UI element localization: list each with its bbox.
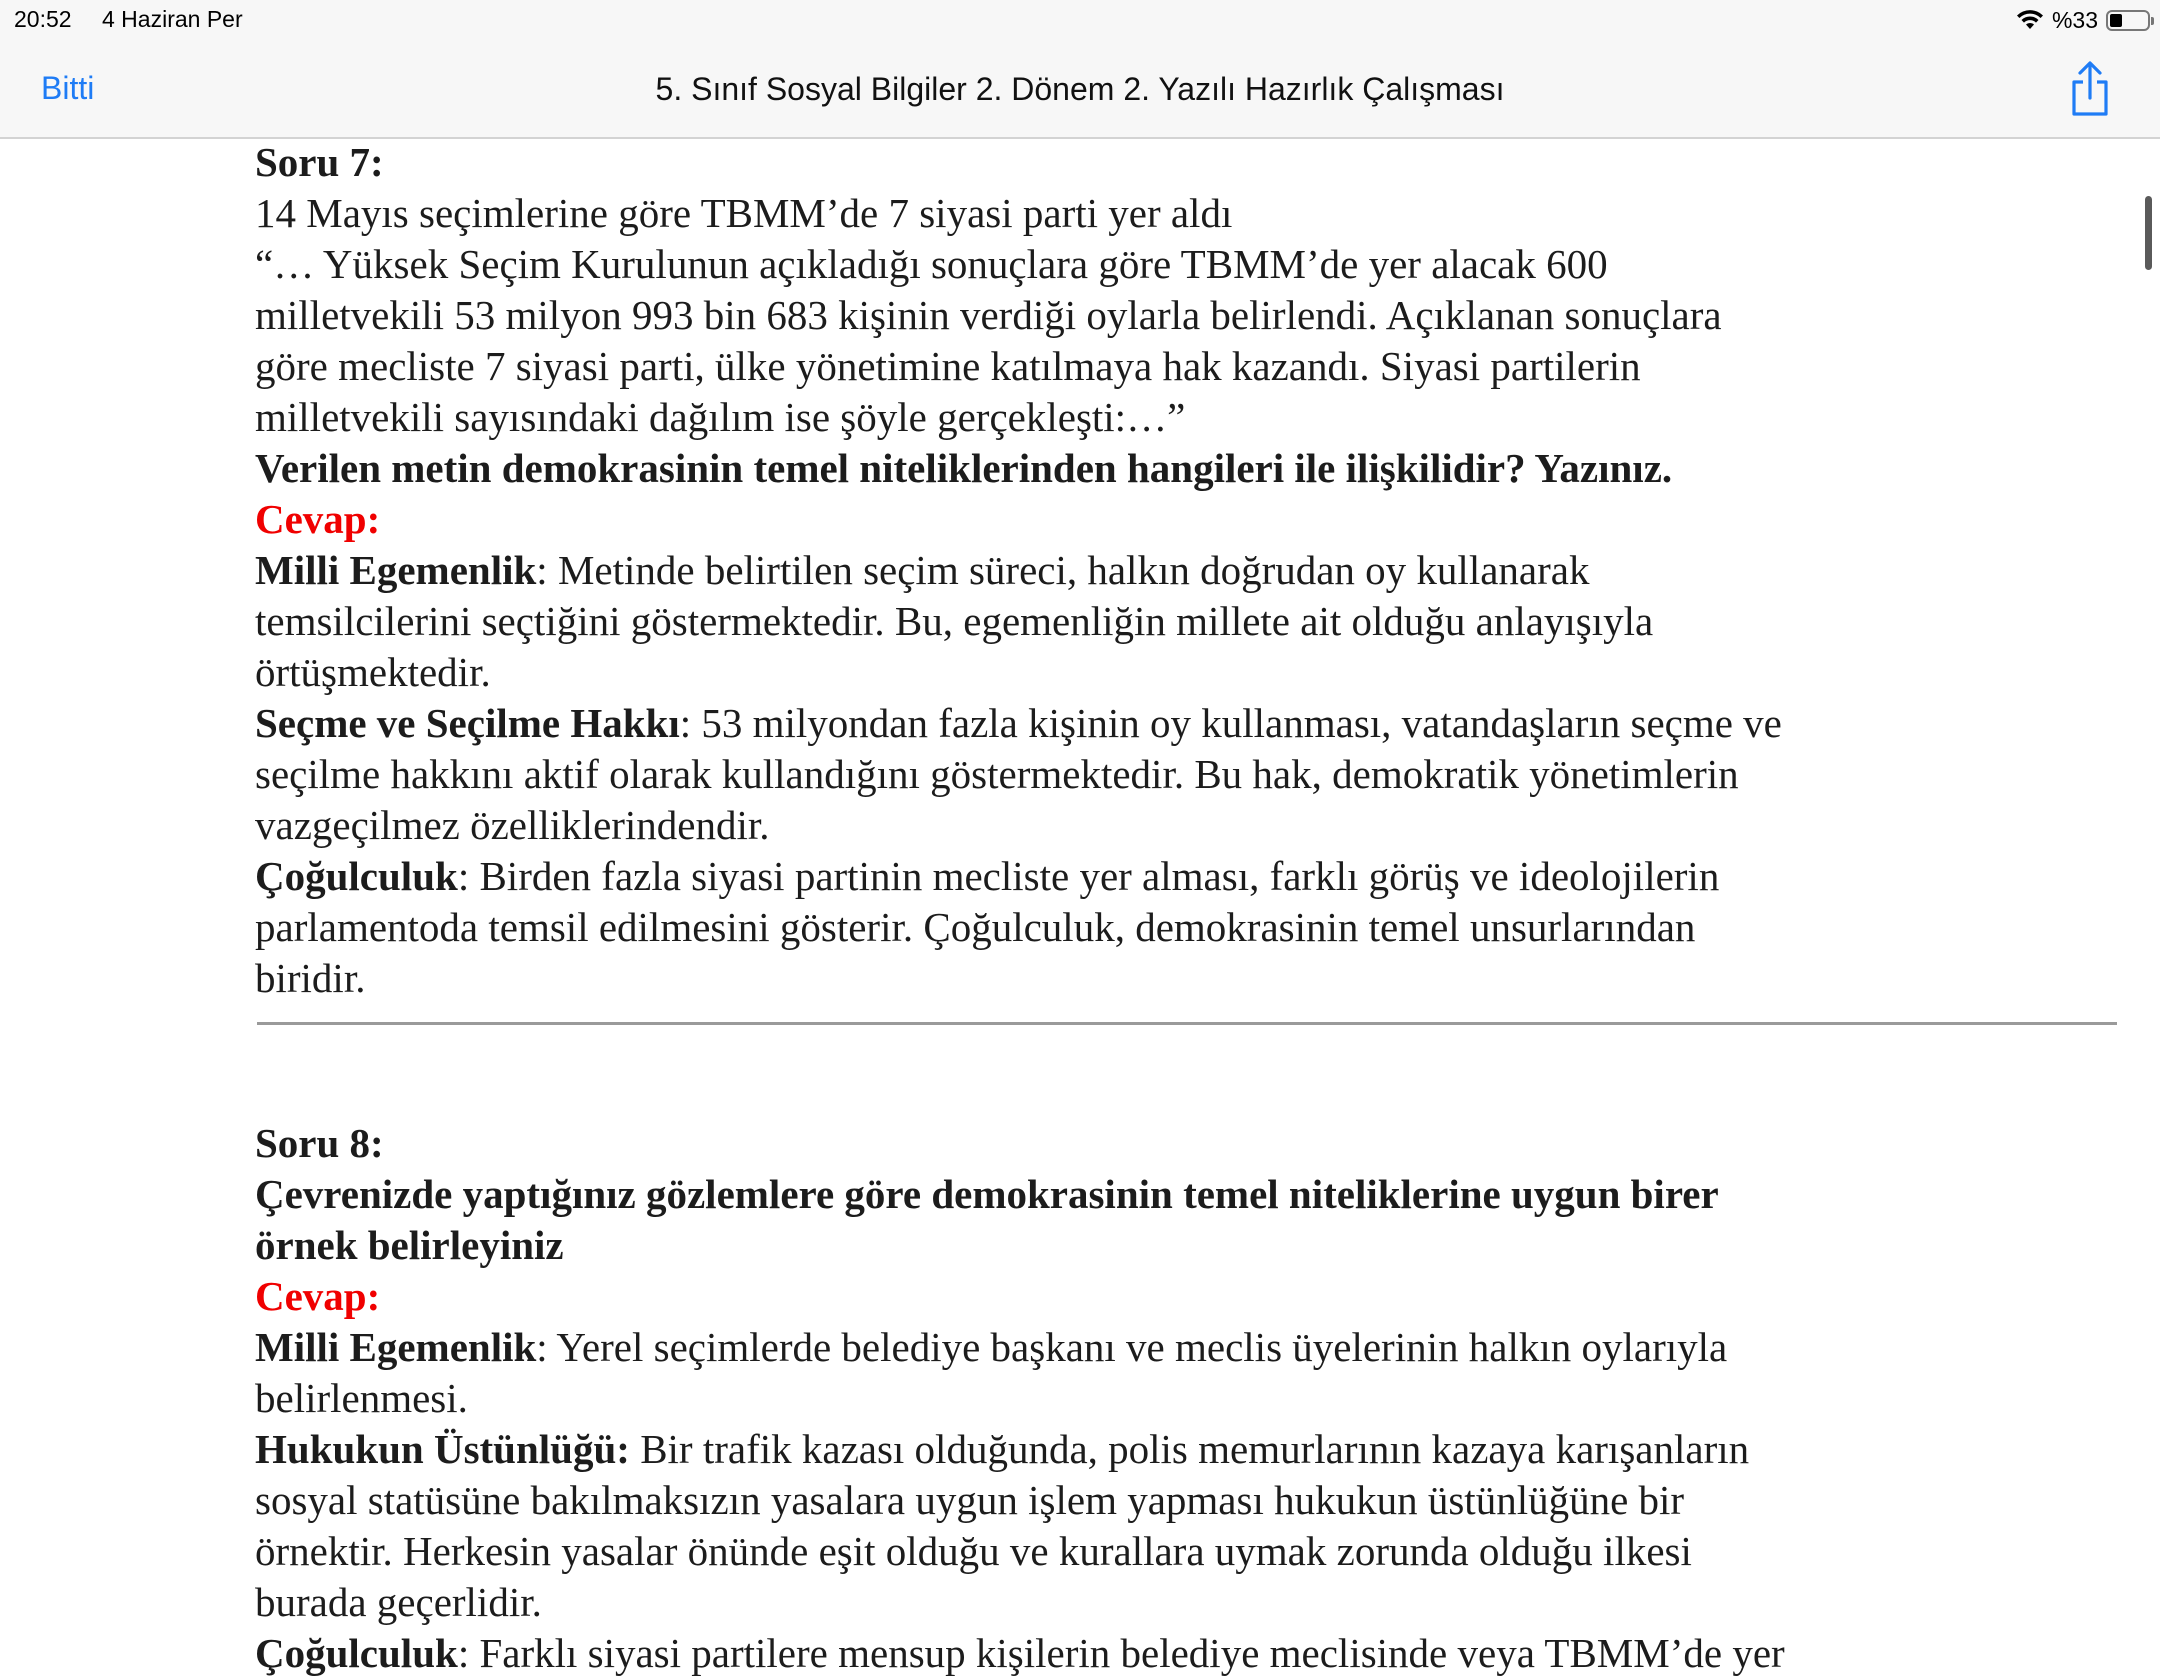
answer-item-term: Çoğulculuk: [255, 853, 458, 899]
answer-item-first-line: [255, 1424, 2135, 1475]
answer-item-term: Çoğulculuk: [255, 1630, 458, 1676]
answer-item-line: temsilcilerini seçtiğini göstermektedir. Bu, egemenliğin millete ait olduğu anlayışıyla: [255, 598, 1654, 644]
answer-8-label: Cevap:: [255, 1273, 381, 1319]
answer-item-text: : Metinde belirtilen seçim süreci, halkın doğrudan oy kullanarak: [536, 547, 1590, 593]
question-7-prompt: Verilen metin demokrasinin temel niteliklerinden hangileri ile ilişkilidir? Yazınız.: [255, 445, 1673, 491]
document-content: [255, 137, 2135, 1679]
answer-item-text: : Farklı siyasi partilere mensup kişilerin belediye meclisinde veya TBMM’de yer: [457, 1630, 1785, 1676]
wifi-icon: [2016, 9, 2044, 31]
share-icon: [2066, 60, 2114, 118]
answer-item-line: parlamentoda temsil edilmesini gösterir. Çoğulculuk, demokrasinin temel unsurlarından: [255, 904, 1696, 950]
nav-bar: [0, 40, 2160, 139]
answer-item-line: sosyal statüsüne bakılmaksızın yasalara uygun işlem yapması hukukun üstünlüğüne bir: [255, 1477, 1685, 1523]
question-8-prompt: [255, 1169, 2135, 1271]
answer-item-line: burada geçerlidir.: [255, 1579, 542, 1625]
battery-icon: [2106, 10, 2150, 31]
document-title: 5. Sınıf Sosyal Bilgiler 2. Dönem 2. Yazılı Hazırlık Çalışması: [655, 71, 1505, 107]
answer-item-first-line: [255, 1628, 2135, 1679]
answer-8-items: [255, 1322, 2135, 1679]
question-prompt-line: Çevrenizde yaptığınız gözlemlere göre demokrasinin temel niteliklerine uygun birer: [255, 1171, 1719, 1217]
battery-fill: [2110, 14, 2122, 27]
question-text-line: göre mecliste 7 siyasi parti, ülke yönetimine katılmaya hak kazandı. Siyasi partilerin: [255, 343, 1641, 389]
answer-item-line: vazgeçilmez özelliklerindendir.: [255, 802, 770, 848]
question-7-heading: Soru 7:: [255, 139, 384, 185]
status-date: 4 Haziran Per: [102, 6, 243, 32]
question-text-line: “… Yüksek Seçim Kurulunun açıkladığı sonuçlara göre TBMM’de yer alacak 600: [255, 241, 1608, 287]
answer-7-items: [255, 545, 2135, 1004]
answer-item-text: : Yerel seçimlerde belediye başkanı ve meclis üyelerinin halkın oylarıyla: [536, 1324, 1728, 1370]
question-text-line: 14 Mayıs seçimlerine göre TBMM’de 7 siyasi parti yer aldı: [255, 190, 1233, 236]
answer-item-first-line: [255, 1322, 2135, 1373]
question-text-line: milletvekili sayısındaki dağılım ise şöyle gerçekleşti:…”: [255, 394, 1186, 440]
answer-item-text: : Birden fazla siyasi partinin mecliste yer alması, farklı görüş ve ideolojilerin: [457, 853, 1720, 899]
battery-percent: %33: [2051, 6, 2098, 33]
answer-item-first-line: [255, 851, 2135, 902]
question-prompt-line: örnek belirleyiniz: [255, 1222, 564, 1268]
answer-item-line: belirlenmesi.: [255, 1375, 468, 1421]
status-indicators: [2016, 4, 2150, 36]
question-7-text: [255, 188, 2135, 443]
answer-item-term: Milli Egemenlik: [255, 1324, 537, 1370]
question-8-heading: Soru 8:: [255, 1120, 384, 1166]
answer-item-text: Bir trafik kazası olduğunda, polis memurlarının kazaya karışanların: [629, 1426, 1750, 1472]
answer-item-first-line: [255, 698, 2135, 749]
battery-tip: [2151, 17, 2154, 25]
answer-item-line: biridir.: [255, 955, 366, 1001]
share-button[interactable]: [2066, 60, 2114, 118]
question-text-line: milletvekili 53 milyon 993 bin 683 kişinin verdiği oylarla belirlendi. Açıklanan sonuçlara: [255, 292, 1722, 338]
scrollbar[interactable]: [2145, 196, 2152, 270]
answer-item-line: örtüşmektedir.: [255, 649, 491, 695]
answer-item-line: örnektir. Herkesin yasalar önünde eşit olduğu ve kurallara uymak zorunda olduğu ilkesi: [255, 1528, 1692, 1574]
answer-item-text: : 53 milyondan fazla kişinin oy kullanması, vatandaşların seçme ve: [679, 700, 1782, 746]
status-bar: [0, 0, 2160, 40]
document-view[interactable]: [0, 139, 2160, 1676]
answer-item-first-line: [255, 545, 2135, 596]
status-time: 20:52: [14, 6, 72, 32]
answer-7-label: Cevap:: [255, 496, 381, 542]
answer-item-term: Seçme ve Seçilme Hakkı: [255, 700, 680, 746]
done-button[interactable]: Bitti: [41, 70, 95, 106]
answer-item-term: Hukukun Üstünlüğü:: [255, 1426, 630, 1472]
answer-item-line: seçilme hakkını aktif olarak kullandığını göstermektedir. Bu hak, demokratik yönetimlerin: [255, 751, 1739, 797]
answer-item-term: Milli Egemenlik: [255, 547, 537, 593]
